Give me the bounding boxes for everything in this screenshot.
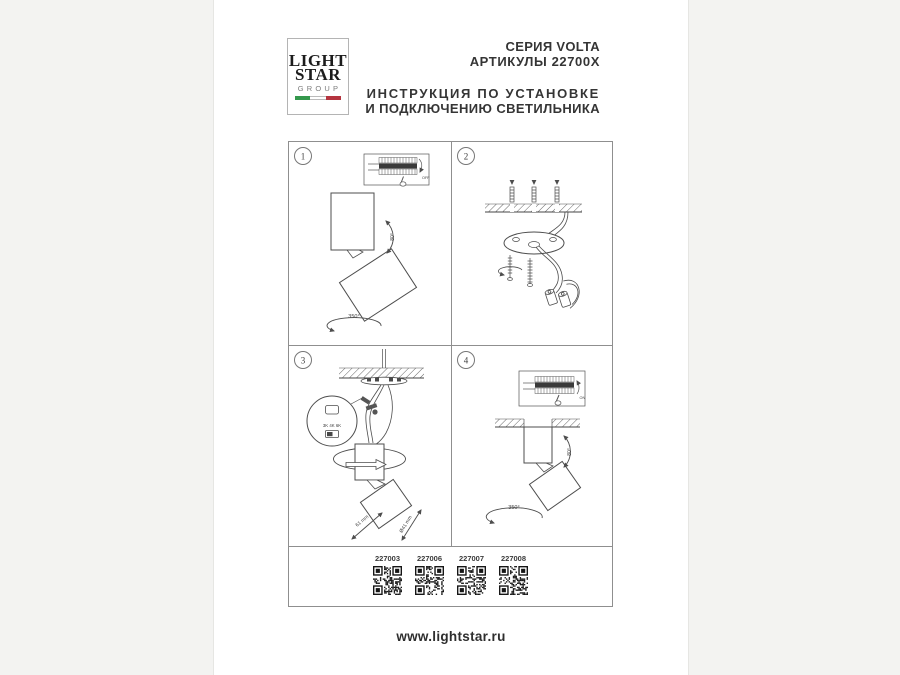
step-1-diagram — [289, 142, 451, 345]
switch-on-label: ON — [579, 396, 585, 400]
step-2-panel — [452, 142, 614, 346]
fixture-drawing — [524, 427, 581, 511]
flag-red-stripe — [326, 96, 341, 100]
fixture-drawing — [331, 193, 417, 321]
switch-window — [326, 406, 339, 415]
terminal-block — [543, 277, 584, 314]
rotation-angle-label: 350° — [507, 505, 520, 511]
tilt-angle-label: 80° — [566, 448, 573, 456]
step-number: 1 — [300, 151, 306, 162]
supply-wires — [548, 212, 568, 237]
fixture-body — [524, 427, 552, 463]
fixture-head — [339, 249, 416, 321]
width-dimension-label: 61 mm — [354, 514, 371, 529]
mounting-screws — [507, 255, 532, 287]
article-number: 227007 — [458, 554, 485, 563]
logo-light-text: LIGHT — [288, 50, 348, 70]
instruction-steps-grid — [288, 141, 613, 607]
logo-star-text: STAR — [294, 64, 342, 84]
step-number: 2 — [463, 151, 468, 162]
terminal-block-dark-band — [535, 383, 574, 388]
step-4-panel — [452, 346, 614, 547]
qr-item — [499, 554, 529, 606]
wire-connector — [361, 396, 378, 414]
step-number-badge — [295, 148, 312, 165]
qr-item — [415, 554, 445, 606]
color-temp-label: 3K 4K 6K — [322, 423, 342, 428]
step-3-diagram — [289, 346, 451, 546]
italian-flag-icon — [295, 96, 341, 100]
qr-item — [373, 554, 403, 606]
articles-title: АРТИКУЛЫ 22700X — [469, 54, 600, 69]
step-3-panel — [289, 346, 452, 547]
power-off-inset — [364, 154, 429, 186]
website-url: www.lightstar.ru — [396, 629, 506, 644]
fixture-head — [529, 461, 580, 510]
wall-plug-anchors — [510, 180, 559, 202]
article-number: 227008 — [500, 554, 527, 563]
ceiling-hatch — [495, 419, 580, 427]
step-number-badge — [295, 352, 312, 369]
qr-code — [415, 566, 444, 595]
instruction-title-line2: И ПОДКЛЮЧЕНИЮ СВЕТИЛЬНИКА — [365, 101, 600, 116]
lightstar-logo — [287, 38, 349, 115]
step-number-badge — [457, 352, 474, 369]
step-4-diagram — [452, 346, 613, 546]
step-2-diagram — [452, 142, 613, 345]
flag-green-stripe — [295, 96, 310, 100]
document-header — [365, 39, 600, 116]
step-number-badge — [457, 148, 474, 165]
fixture-drawing — [334, 444, 412, 529]
logo-group-text: GROUP — [297, 83, 342, 93]
diameter-dimension-label: Ø41 mm — [398, 514, 414, 535]
step-number: 3 — [300, 355, 306, 366]
ceiling-hatch — [339, 349, 424, 378]
tilt-angle-label: 80° — [390, 233, 396, 241]
mounted-plate — [361, 377, 407, 385]
qr-code — [457, 566, 486, 595]
step-1-panel — [289, 142, 452, 346]
qr-code — [499, 566, 528, 595]
ceiling-hatch — [485, 204, 582, 212]
fixture-body — [331, 193, 374, 250]
power-on-inset — [519, 371, 585, 406]
qr-item — [457, 554, 487, 606]
terminal-block-dark-band — [379, 164, 417, 169]
switch-off-label: OFF — [422, 176, 430, 180]
qr-code — [373, 566, 402, 595]
article-number: 227006 — [416, 554, 443, 563]
flag-white-stripe — [310, 96, 325, 100]
article-qr-row — [289, 547, 612, 606]
series-title: СЕРИЯ VOLTA — [505, 39, 600, 54]
instruction-sheet — [213, 0, 689, 675]
color-temp-magnifier — [307, 396, 364, 446]
instruction-title-line1: ИНСТРУКЦИЯ ПО УСТАНОВКЕ — [366, 86, 600, 101]
mounting-plate — [504, 232, 564, 254]
step-number: 4 — [463, 355, 468, 366]
rotation-angle-label: 350° — [348, 314, 360, 320]
connection-wires — [366, 385, 393, 445]
article-number: 227003 — [374, 554, 401, 563]
